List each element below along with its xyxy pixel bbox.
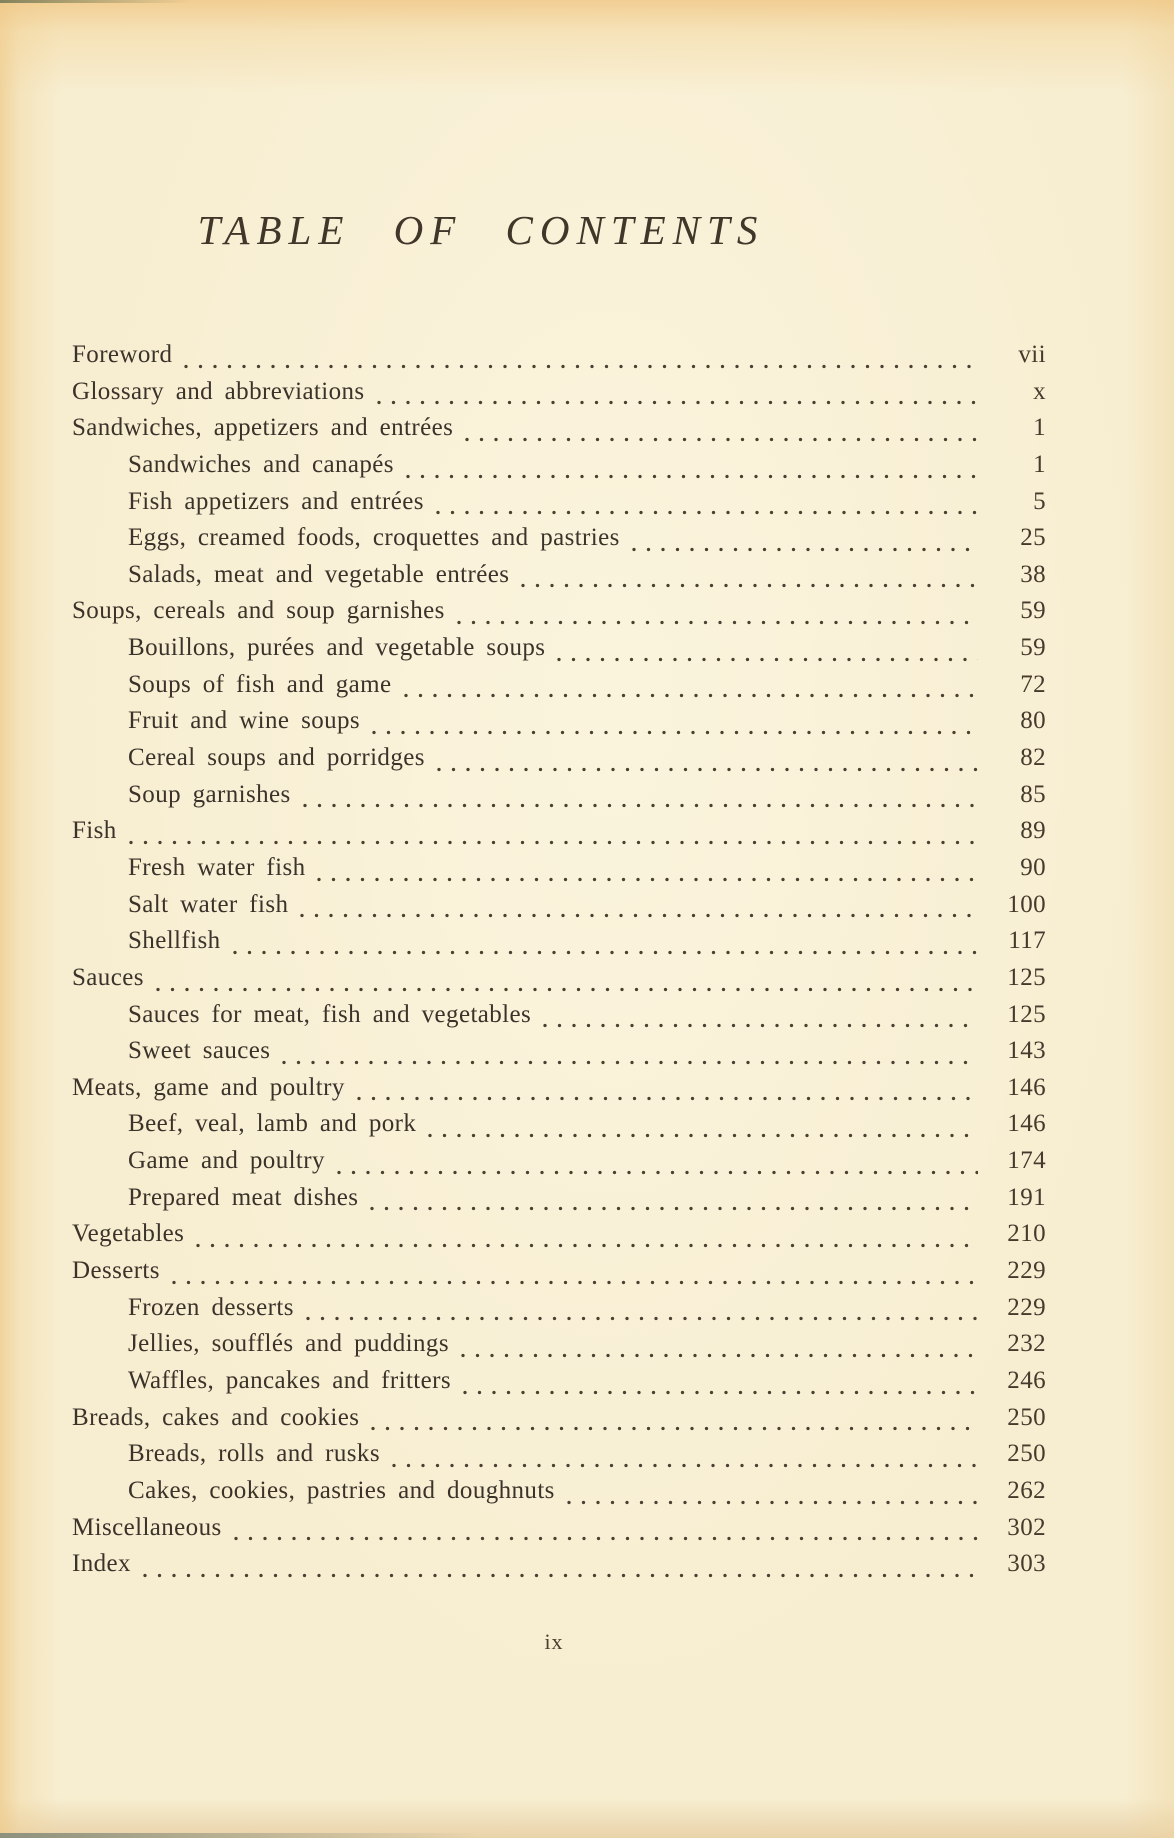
dot-leader — [437, 767, 978, 772]
toc-entry-page: 59 — [1020, 597, 1046, 625]
toc-entry-page: 38 — [1020, 560, 1046, 588]
toc-entry-label: Salt water fish — [128, 890, 289, 918]
toc-row — [72, 781, 1046, 818]
toc-entry-label: Eggs, creamed foods, croquettes and pastries — [128, 524, 620, 552]
toc-entry-label: Sandwiches and canapés — [128, 450, 394, 478]
toc-entry-label: Sandwiches, appetizers and entrées — [72, 414, 454, 442]
toc-entry-label: Sweet sauces — [128, 1037, 271, 1065]
dot-leader — [196, 1243, 978, 1248]
toc-entry-label: Cakes, cookies, pastries and doughnuts — [128, 1476, 555, 1504]
toc-entry-label: Soups of fish and game — [128, 670, 392, 698]
toc-row — [72, 671, 1046, 708]
toc-row — [72, 1367, 1046, 1404]
toc-entry-page: 125 — [1007, 1000, 1046, 1028]
toc-row — [72, 1074, 1046, 1111]
toc-entry-label: Salads, meat and vegetable entrées — [128, 560, 510, 588]
toc-entry-page: 82 — [1020, 744, 1046, 772]
toc-entry-label: Fish appetizers and entrées — [128, 487, 424, 515]
dot-leader — [337, 1170, 978, 1175]
toc-row — [72, 1257, 1046, 1294]
dot-leader — [300, 913, 978, 918]
toc-row — [72, 1110, 1046, 1147]
dot-leader — [461, 1353, 978, 1358]
toc-row — [72, 341, 1046, 378]
toc-entry-label: Vegetables — [72, 1220, 185, 1248]
toc-entry-page: 100 — [1007, 890, 1046, 918]
toc-entry-page: 143 — [1007, 1037, 1046, 1065]
toc-entry-label: Breads, rolls and rusks — [128, 1440, 380, 1468]
toc-row — [72, 378, 1046, 415]
toc-row — [72, 1440, 1046, 1477]
toc-row — [72, 488, 1046, 525]
toc-entry-label: Beef, veal, lamb and pork — [128, 1110, 417, 1138]
toc-entry-label: Sauces for meat, fish and vegetables — [128, 1000, 532, 1028]
dot-leader — [567, 1500, 978, 1505]
dot-leader — [282, 1060, 978, 1065]
toc-entry-page: 146 — [1007, 1110, 1046, 1138]
toc-row — [72, 1550, 1046, 1587]
toc-row — [72, 891, 1046, 928]
toc-row — [72, 817, 1046, 854]
toc-entry-page: vii — [1018, 341, 1046, 368]
toc-row — [72, 1220, 1046, 1257]
toc-entry-page: 191 — [1007, 1183, 1046, 1211]
toc-entry-page: 72 — [1020, 670, 1046, 698]
toc-entry-label: Desserts — [72, 1257, 160, 1285]
toc-entry-label: Index — [72, 1550, 131, 1578]
dot-leader — [457, 620, 978, 625]
toc-entry-label: Shellfish — [128, 927, 221, 955]
toc-entry-page: 117 — [1008, 927, 1046, 955]
toc-row — [72, 1330, 1046, 1367]
toc-entry-page: 250 — [1007, 1403, 1046, 1431]
toc-row — [72, 1147, 1046, 1184]
toc-entry-label: Breads, cakes and cookies — [72, 1403, 360, 1431]
toc-entry-label: Glossary and abbreviations — [72, 377, 365, 405]
toc-entry-label: Soups, cereals and soup garnishes — [72, 597, 445, 625]
toc-entry-label: Miscellaneous — [72, 1513, 222, 1541]
toc-entry-label: Prepared meat dishes — [128, 1183, 359, 1211]
dot-leader — [377, 400, 978, 405]
toc-row — [72, 451, 1046, 488]
toc-entry-page: 232 — [1007, 1330, 1046, 1358]
dot-leader — [392, 1463, 978, 1468]
toc-entry-label: Fish — [72, 817, 117, 845]
toc-entry-label: Sauces — [72, 963, 144, 991]
dot-leader — [143, 1573, 978, 1578]
dot-leader — [463, 1390, 978, 1395]
toc-entry-label: Fresh water fish — [128, 853, 306, 881]
dot-leader — [557, 657, 978, 662]
toc-entry-label: Fruit and wine soups — [128, 707, 361, 735]
dot-leader — [306, 1316, 978, 1321]
toc-entry-page: 25 — [1020, 524, 1046, 552]
dot-leader — [428, 1133, 978, 1138]
toc-entry-label: Game and poultry — [128, 1147, 325, 1175]
toc-entry-page: 5 — [1033, 487, 1046, 515]
toc-entry-page: 246 — [1007, 1366, 1046, 1394]
toc-entry-page: 262 — [1007, 1476, 1046, 1504]
dot-leader — [543, 1023, 978, 1028]
dot-leader — [465, 437, 978, 442]
toc-entry-page: 1 — [1033, 414, 1046, 442]
dot-leader — [372, 730, 978, 735]
toc-entry-page: 89 — [1020, 817, 1046, 845]
dot-leader — [184, 364, 978, 369]
toc-row — [72, 414, 1046, 451]
dot-leader — [357, 1096, 978, 1101]
dot-leader — [632, 547, 978, 552]
toc-entry-page: 174 — [1007, 1147, 1046, 1175]
toc-row — [72, 964, 1046, 1001]
dot-leader — [404, 693, 979, 698]
toc-row — [72, 634, 1046, 671]
toc-row — [72, 1477, 1046, 1514]
toc-row — [72, 854, 1046, 891]
dot-leader — [317, 877, 978, 882]
toc-entry-label: Foreword — [72, 341, 173, 368]
toc-entry-page: 85 — [1020, 780, 1046, 808]
toc-row — [72, 927, 1046, 964]
toc-row — [72, 1404, 1046, 1441]
toc-entry-page: 303 — [1007, 1550, 1046, 1578]
toc-entry-page: 80 — [1020, 707, 1046, 735]
dot-leader — [371, 1426, 978, 1431]
toc-row — [72, 1001, 1046, 1038]
toc-row — [72, 1184, 1046, 1221]
toc-entry-page: 59 — [1020, 634, 1046, 662]
page-title: TABLE OF CONTENTS — [197, 207, 765, 253]
toc-entry-page: 229 — [1007, 1293, 1046, 1321]
dot-leader — [129, 840, 978, 845]
dot-leader — [303, 803, 978, 808]
toc-entry-page: 125 — [1007, 963, 1046, 991]
toc-entry-label: Frozen desserts — [128, 1293, 294, 1321]
toc-row — [72, 707, 1046, 744]
dot-leader — [370, 1206, 978, 1211]
dot-leader — [406, 474, 978, 479]
toc-entry-label: Bouillons, purées and vegetable soups — [128, 634, 546, 662]
toc-entry-label: Jellies, soufflés and puddings — [128, 1330, 449, 1358]
toc-entry-page: 146 — [1007, 1073, 1046, 1101]
toc-entry-page: 250 — [1007, 1440, 1046, 1468]
toc-row — [72, 561, 1046, 598]
toc-entry-page: 1 — [1033, 450, 1046, 478]
toc-entry-page: x — [1033, 377, 1046, 405]
dot-leader — [521, 583, 978, 588]
dot-leader — [234, 1536, 978, 1541]
toc-row — [72, 1514, 1046, 1551]
toc-entry-page: 302 — [1007, 1513, 1046, 1541]
dot-leader — [172, 1280, 978, 1285]
toc-row — [72, 1037, 1046, 1074]
toc-entry-page: 229 — [1007, 1257, 1046, 1285]
toc-row — [72, 524, 1046, 561]
folio-page-number: ix — [544, 1629, 564, 1654]
toc-row — [72, 1294, 1046, 1331]
toc-entry-label: Waffles, pancakes and fritters — [128, 1366, 452, 1394]
toc-entry-label: Soup garnishes — [128, 780, 291, 808]
dot-leader — [156, 987, 978, 992]
table-of-contents — [72, 341, 1046, 1587]
toc-entry-label: Meats, game and poultry — [72, 1073, 345, 1101]
toc-row — [72, 597, 1046, 634]
dot-leader — [436, 510, 978, 515]
toc-row — [72, 744, 1046, 781]
dot-leader — [233, 950, 979, 955]
toc-entry-label: Cereal soups and porridges — [128, 744, 425, 772]
toc-entry-page: 90 — [1020, 853, 1046, 881]
toc-entry-page: 210 — [1007, 1220, 1046, 1248]
